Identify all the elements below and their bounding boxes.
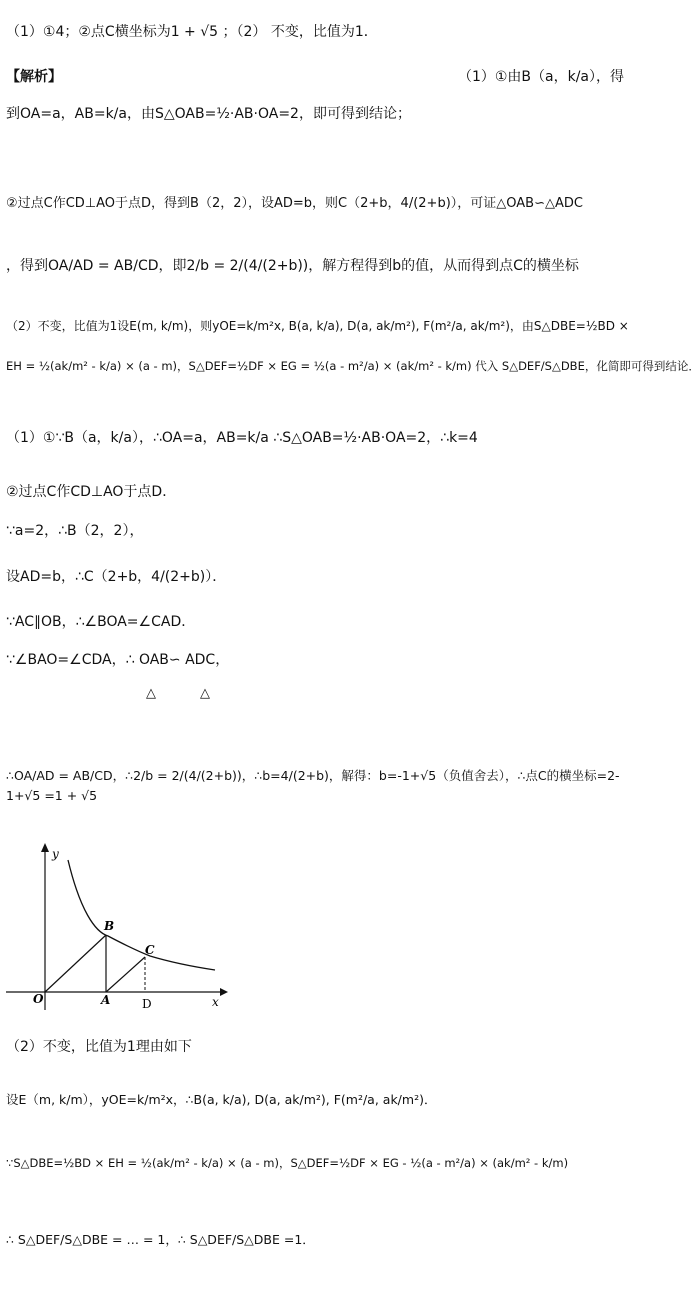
analysis-p1-line2 [6,104,411,124]
analysis-p1-right-text: （1）①由B（a，k/a），得 [457,69,624,85]
analysis-p3-line1 [6,316,629,336]
answer-text: （1）①4；②点C横坐标为1 + √5 ；（2） 不变，比值为1． [6,24,378,40]
analysis-p2-line1-text: ②过点C作CD⊥AO于点D，得到B（2，2），设AD=b，则C（2+b，4/(2+b)），可证△OAB∽△ADC [6,196,583,211]
solution-s7 [6,766,624,806]
analysis-tag [6,67,62,87]
solution-s6 [6,650,229,670]
solution-s10-text: 设E（m, k/m），yOE=k/m²x，∴B(a, k/a), D(a, ak/m²), F(m²/a, ak/m²)． [6,1092,437,1107]
solution-s11-text: ∵S△DBE=½BD × EH = ½(ak/m² - k/a) × (a - m)，S△DEF=½DF × EG - ½(a - m²/a) × (ak/m² - k/m) [6,1156,569,1170]
hyperbola-curve [68,860,215,970]
solution-s12-text: ∴ S△DEF/S△DBE = … = 1，∴ S△DEF/S△DBE =1． [6,1232,315,1247]
analysis-heading: 【解析】 [6,69,62,85]
analysis-p1-right [458,67,624,87]
analysis-p3-line1-text: （2）不变，比值为1设E(m, k/m)，则yOE=k/m²x, B(a, k/a), D(a, ak/m²), F(m²/a, ak/m²)，由S△DBE=½BD × [6,319,629,333]
point-A-label: A [101,993,111,1007]
analysis-p1-line2-text: 到OA=a，AB=k/a，由S△OAB=½·AB·OA=2，即可得到结论； [6,106,411,122]
solution-s4-text: 设AD=b，∴C（2+b，4/(2+b)）． [6,569,227,585]
triangle-symbol-1: △ [146,686,156,701]
solution-s1 [6,428,478,448]
solution-s10 [6,1090,436,1110]
solution-s7-text: ∴OA/AD = AB/CD，∴2/b = 2/(4/(2+b))，∴b=4/(2+b)，解得：b=-1+√5（负值舍去），∴点C的横坐标=2-1+√5 =1 + √5 [6,768,620,803]
solution-s9-text: （2）不变，比值为1理由如下 [6,1039,192,1055]
analysis-p3-line2-text: EH = ½(ak/m² - k/a) × (a - m)，S△DEF=½DF × EG = ½(a - m²/a) × (ak/m² - k/m) 代入 S△DEF/S△DBE，化简即可得到结论． [6,359,700,373]
solution-s4 [6,567,226,587]
solution-s2 [6,482,176,502]
point-D-label: D [142,997,152,1011]
axis-x-label: x [212,995,219,1009]
point-B-label: B [104,919,115,933]
x-axis-arrow [220,988,228,996]
analysis-p2-line2-text: ，得到OA/AD = AB/CD，即2/b = 2/(4/(2+b))，解方程得到b的值，从而得到点C的横坐标 [6,258,579,274]
solution-s12 [6,1230,315,1250]
segment-OB [45,935,106,992]
solution-s5 [6,612,195,632]
solution-s2-text: ②过点C作CD⊥AO于点D． [6,484,177,500]
axis-y-label: y [52,847,59,861]
solution-s3-text: ∵a=2，∴B（2，2）， [6,523,144,539]
analysis-p2-line2 [6,256,579,276]
segment-AC [106,957,145,992]
solution-s9 [6,1037,192,1057]
point-O-label: O [33,992,44,1006]
triangle-symbol-2: △ [200,686,210,701]
solution-s1-text: （1）①∵B（a，k/a），∴OA=a，AB=k/a ∴S△OAB=½·AB·OA=2，∴k=4 [6,430,478,446]
graph-figure [0,840,230,1015]
solution-s6-text: ∵∠BAO=∠CDA，∴ OAB∽ ADC， [6,652,230,668]
answer-line [6,22,378,42]
analysis-p3-line2 [6,356,700,376]
analysis-p2-line1 [6,194,583,214]
y-axis-arrow [41,843,49,852]
solution-s11 [6,1153,568,1173]
solution-s3 [6,521,143,541]
point-C-label: C [145,943,155,957]
solution-s5-text: ∵AC∥OB，∴∠BOA=∠CAD． [6,614,196,630]
